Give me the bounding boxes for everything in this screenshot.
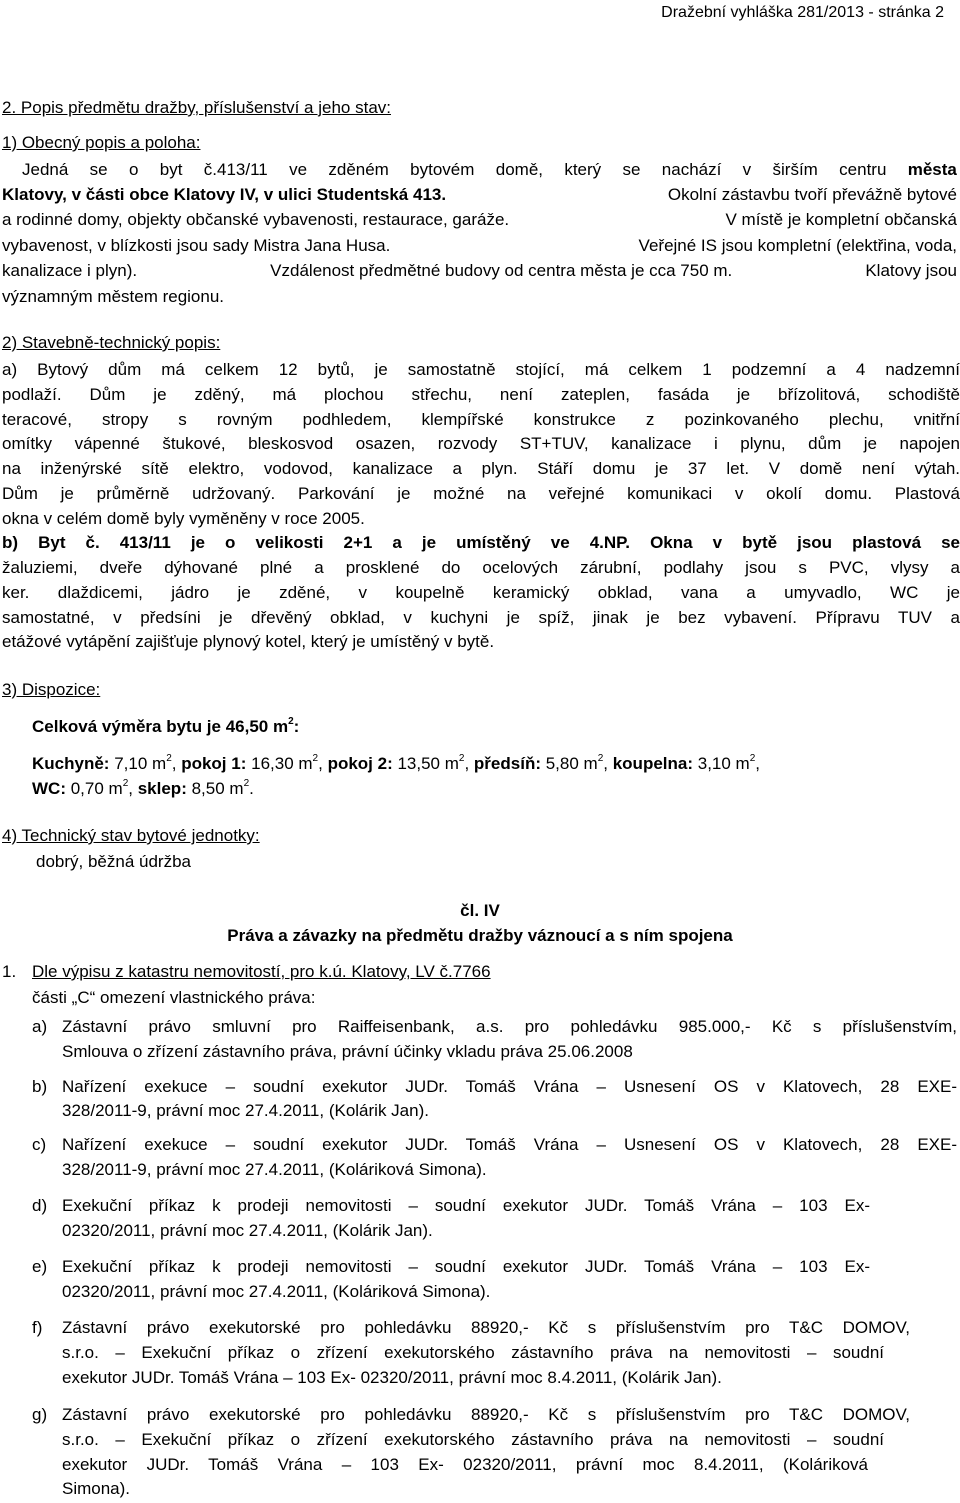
tech-line-3: teracové, stropy s rovným podhledem, klempířské konstrukce z pozinkovaného plechu, vnitřní: [2, 410, 960, 429]
entry-b-line-1: Nařízení exekuce – soudní exekutor JUDr. Tomáš Vrána – Usnesení OS v Klatovech, 28 EXE-: [62, 1077, 957, 1096]
entry-c-line-1: Nařízení exekuce – soudní exekutor JUDr. Tomáš Vrána – Usnesení OS v Klatovech, 28 EXE-: [62, 1135, 957, 1154]
total-area: Celková výměra bytu je 46,50 $m^2$:: [32, 716, 300, 736]
entry-g-line-2: s.r.o. – Exekuční příkaz o zřízení exekutorského zástavního práva na nemovitosti – soudní: [62, 1430, 884, 1449]
entry-d-line-2: 02320/2011, právní moc 27.4.2011, (Kolárik Jan).: [62, 1221, 433, 1240]
technical-state: dobrý, běžná údržba: [36, 852, 191, 871]
subsection-3-title: 3) Dispozice:: [2, 680, 101, 699]
entry-f-line-1: Zástavní právo exekutorské pro pohledávku 88920,- Kč s příslušenstvím pro T&C DOMOV,: [62, 1318, 910, 1337]
entry-letter-d: d): [32, 1196, 48, 1215]
subsection-2-title: 2) Stavebně-technický popis:: [2, 333, 221, 352]
subsection-1-title: 1) Obecný popis a poloha:: [2, 133, 201, 152]
tech-line-5: na inženýrské sítě elektro, vodovod, kanalizace a plyn. Stáří domu je 37 let. V domě není výtah.: [2, 459, 960, 478]
entry-d-line-1: Exekuční příkaz k prodeji nemovitosti – soudní exekutor JUDr. Tomáš Vrána – 103 Ex-: [62, 1196, 870, 1215]
section-2-title: 2. Popis předmětu dražby, příslušenství a jeho stav:: [2, 98, 391, 117]
tech-line-12: etážové vytápění zajišťuje plynový kotel, který je umístěný v bytě.: [2, 632, 495, 651]
tech-line-8: b) Byt č. 413/11 je o velikosti 2+1 a je umístěný ve 4.NP. Okna v bytě jsou plastová se: [2, 533, 960, 552]
entry-letter-c: c): [32, 1135, 47, 1154]
subsection-4-title: 4) Technický stav bytové jednotky:: [2, 826, 260, 845]
tech-line-1: a) Bytový dům má celkem 12 bytů, je samostatně stojící, má celkem 1 podzemní a 4 nadzemní: [2, 360, 960, 379]
rooms-line-1: Kuchyně: 7,10 $m^2$, pokoj 1: 16,30 $m^2$, pokoj 2: 13,50 $m^2$, předsíň: 5,80 $m^2$, koupelna: 3,10 $m^2$,: [32, 753, 761, 773]
description-line-2: Klatovy, v části obce Klatovy IV, v ulici Studentská 413. Okolní zástavbu tvoří převážně bytové: [2, 185, 957, 204]
description-line-3: a rodinné domy, objekty občanské vybavenosti, restaurace, garáže. V místě je kompletní občanská: [2, 210, 957, 229]
entry-letter-e: e): [32, 1257, 48, 1276]
entry-g-line-1: Zástavní právo exekutorské pro pohledávku 88920,- Kč s příslušenstvím pro T&C DOMOV,: [62, 1405, 910, 1424]
item-1-number: 1.: [2, 962, 17, 981]
entry-letter-g: g): [32, 1405, 48, 1424]
description-line-6: významným městem regionu.: [2, 287, 225, 306]
item-1-title: Dle výpisu z katastru nemovitostí, pro k.ú. Klatovy, LV č.7766: [32, 962, 491, 981]
section-4-heading: čl. IV: [460, 901, 500, 920]
tech-line-11: samostatné, v předsíni je dřevěný obklad, v kuchyni je spíž, jinak je bez vybavení. Přípravu TUV a: [2, 608, 960, 627]
entry-g-line-4: Simona).: [62, 1479, 131, 1498]
tech-line-7: okna v celém domě byly vyměněny v roce 2005.: [2, 509, 365, 528]
entry-letter-b: b): [32, 1077, 48, 1096]
entry-letter-a: a): [32, 1017, 48, 1036]
tech-line-2: podlaží. Dům je zděný, má plochou střechu, není zateplen, fasáda je břízolitová, schodiště: [2, 385, 960, 404]
entry-g-line-3: exekutor JUDr. Tomáš Vrána – 103 Ex- 02320/2011, právní moc 8.4.2011, (Koláriková: [62, 1455, 868, 1474]
tech-line-10: ker. dlaždicemi, jádro je zděné, v koupelně keramický obklad, vana a umyvadlo, WC je: [2, 583, 960, 602]
entry-c-line-2: 328/2011-9, právní moc 27.4.2011, (Koláriková Simona).: [62, 1160, 487, 1179]
description-line-5: kanalizace i plyn). Vzdálenost předmětné budovy od centra města je cca 750 m. Klatovy jsou: [2, 261, 957, 280]
page-header: Dražební vyhláška 281/2013 - stránka 2: [661, 4, 944, 21]
entry-letter-f: f): [32, 1318, 43, 1337]
tech-line-6: Dům je průměrně udržovaný. Parkování je možné na veřejné komunikaci v okolí domu. Plastová: [2, 484, 960, 503]
entry-f-line-2: s.r.o. – Exekuční příkaz o zřízení exekutorského zástavního práva na nemovitosti – soudní: [62, 1343, 884, 1362]
description-line-4: vybavenost, v blízkosti jsou sady Mistra Jana Husa. Veřejné IS jsou kompletní (elektřina, voda,: [2, 236, 957, 255]
rooms-line-2: WC: 0,70 $m^2$, sklep: 8,50 $m^2$.: [32, 778, 254, 798]
tech-line-4: omítky vápenné štukové, bleskosvod osazen, rozvody ST+TUV, kanalizace i plynu, dům je napojen: [2, 434, 960, 453]
entry-b-line-2: 328/2011-9, právní moc 27.4.2011, (Kolárik Jan).: [62, 1101, 429, 1120]
section-4-subheading: Práva a závazky na předmětu dražby váznoucí a s ním spojena: [227, 926, 733, 945]
entry-e-line-1: Exekuční příkaz k prodeji nemovitosti – soudní exekutor JUDr. Tomáš Vrána – 103 Ex-: [62, 1257, 870, 1276]
part-c-label: části „C“ omezení vlastnického práva:: [32, 988, 316, 1007]
entry-a-line-2: Smlouva o zřízení zástavního práva, právní účinky vkladu práva 25.06.2008: [62, 1042, 633, 1061]
entry-f-line-3: exekutor JUDr. Tomáš Vrána – 103 Ex- 02320/2011, právní moc 8.4.2011, (Kolárik Jan).: [62, 1368, 722, 1387]
entry-a-line-1: Zástavní právo smluvní pro Raiffeisenbank, a.s. pro pohledávku 985.000,- Kč s příslušenstvím,: [62, 1017, 957, 1036]
description-line-1: Jedná se o byt č.413/11 ve zděném bytovém domě, který se nachází v širším centru města: [22, 160, 957, 179]
tech-line-9: žaluziemi, dveře dýhované plné a prosklené do ocelových zárubní, podlahy jsou s PVC, vlysy a: [2, 558, 960, 577]
entry-e-line-2: 02320/2011, právní moc 27.4.2011, (Koláriková Simona).: [62, 1282, 491, 1301]
